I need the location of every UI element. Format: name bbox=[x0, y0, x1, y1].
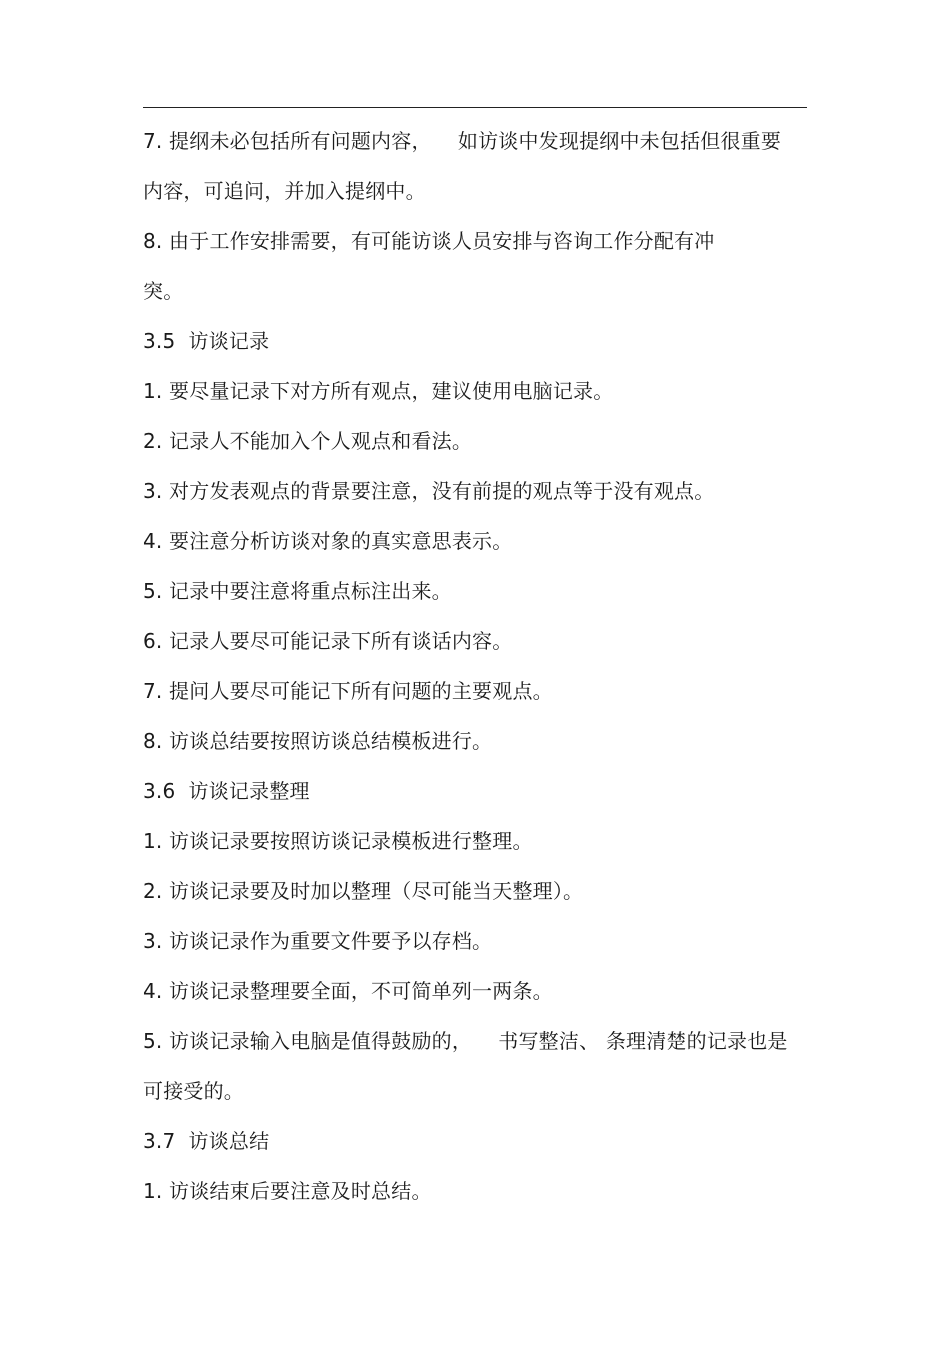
list-item: 1. 访谈记录要按照访谈记录模板进行整理。 bbox=[143, 829, 533, 853]
list-item: 2. 访谈记录要及时加以整理（尽可能当天整理）。 bbox=[143, 879, 584, 903]
list-item: 3. 对方发表观点的背景要注意，没有前提的观点等于没有观点。 bbox=[143, 479, 715, 503]
list-item: 5. 访谈记录输入电脑是值得鼓励的， 书写整洁、 条理清楚的记录也是 bbox=[143, 1029, 788, 1053]
header-rule bbox=[143, 107, 807, 108]
list-item: 1. 访谈结束后要注意及时总结。 bbox=[143, 1179, 432, 1203]
list-item: 7. 提问人要尽可能记下所有问题的主要观点。 bbox=[143, 679, 553, 703]
list-item: 2. 记录人不能加入个人观点和看法。 bbox=[143, 429, 473, 453]
paragraph-line: 7. 提纲未必包括所有问题内容， 如访谈中发现提纲中未包括但很重要 bbox=[143, 129, 782, 153]
list-item: 6. 记录人要尽可能记录下所有谈话内容。 bbox=[143, 629, 513, 653]
list-item: 8. 访谈总结要按照访谈总结模板进行。 bbox=[143, 729, 493, 753]
list-item: 1. 要尽量记录下对方所有观点，建议使用电脑记录。 bbox=[143, 379, 614, 403]
list-item: 4. 要注意分析访谈对象的真实意思表示。 bbox=[143, 529, 513, 553]
paragraph-line: 突。 bbox=[143, 279, 184, 303]
section-heading: 3.6 访谈记录整理 bbox=[143, 779, 310, 803]
paragraph-line: 8. 由于工作安排需要，有可能访谈人员安排与咨询工作分配有冲 bbox=[143, 229, 715, 253]
paragraph-line: 内容，可追问，并加入提纲中。 bbox=[143, 179, 426, 203]
list-item: 5. 记录中要注意将重点标注出来。 bbox=[143, 579, 452, 603]
section-heading: 3.7 访谈总结 bbox=[143, 1129, 270, 1153]
list-item: 4. 访谈记录整理要全面，不可简单列一两条。 bbox=[143, 979, 553, 1003]
paragraph-line: 可接受的。 bbox=[143, 1079, 244, 1103]
list-item: 3. 访谈记录作为重要文件要予以存档。 bbox=[143, 929, 493, 953]
section-heading: 3.5 访谈记录 bbox=[143, 329, 270, 353]
